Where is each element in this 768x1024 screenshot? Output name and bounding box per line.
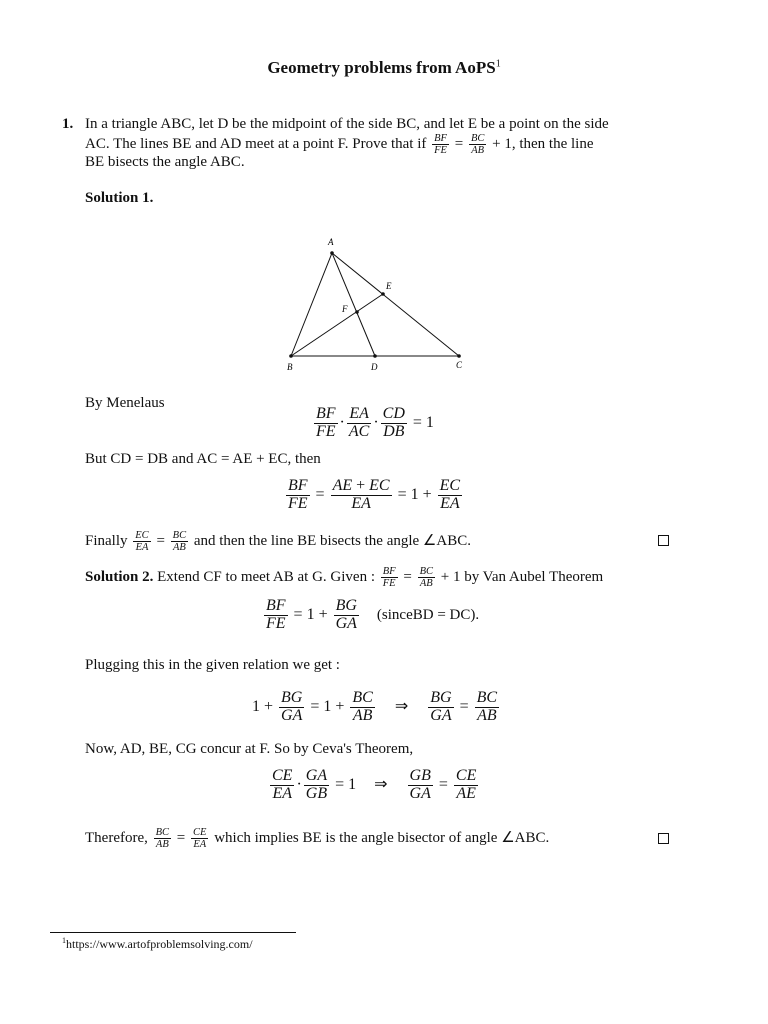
ceva-equation: $\frac{CE}{EA}$ · $\frac{GA}{GB}$ = 1 ⇒ $\frac{GB}{GA}$ = $\frac{CE}{AE}$ bbox=[272, 767, 477, 802]
segment-CA bbox=[332, 253, 459, 356]
point-D bbox=[373, 354, 377, 358]
segment-AB bbox=[291, 253, 332, 356]
solution-2-intro: Solution 2. Extend CF to meet AB at G. Given : $\frac{BF}{FE}$ = $\frac{BC}{AB}$ + 1 by Van Aubel Theorem bbox=[85, 566, 604, 590]
problem-line-3: BE bisects the angle ABC. bbox=[85, 154, 245, 170]
problem-number: 1. bbox=[62, 116, 74, 132]
plugging-text: Plugging this in the given relation we get : bbox=[85, 657, 340, 673]
point-label-A: A bbox=[328, 237, 334, 247]
plugged-equation: 1 + $\frac{BG}{GA}$ = 1 + $\frac{BC}{AB}$ ⇒ $\frac{BG}{GA}$ = $\frac{BC}{AB}$ bbox=[252, 689, 498, 724]
finally-text: Finally $\frac{EC}{EA}$ = $\frac{BC}{AB}$ and then the line BE bisects the angle ∠ABC. bbox=[85, 530, 471, 554]
point-label-B: B bbox=[287, 362, 293, 372]
point-label-C: C bbox=[456, 360, 463, 370]
menelaus-label: By Menelaus bbox=[85, 395, 165, 411]
point-label-F: F bbox=[342, 304, 348, 314]
since-note: (sinceBD = DC). bbox=[376, 606, 480, 623]
ratio-equation: $\frac{BF}{FE}$ = $\frac{AE + EC}{EA}$ = 1 + $\frac{EC}{EA}$ bbox=[288, 477, 461, 512]
footnote: $^1$https://www.artofproblemsolving.com/ bbox=[62, 936, 253, 951]
page-title: Geometry problems from AoPS$^1$ bbox=[267, 58, 501, 77]
point-label-E: E bbox=[386, 281, 392, 291]
segment-BE bbox=[291, 294, 383, 356]
solution-1-heading: Solution 1. bbox=[85, 190, 154, 206]
van-aubel-equation: $\frac{BF}{FE}$ = 1 + $\frac{BG}{GA}$ (sinceBD = DC). bbox=[266, 597, 480, 632]
menelaus-equation: $\frac{BF}{FE}$ · $\frac{EA}{AC}$ · $\frac{CD}{DB}$ = 1 bbox=[316, 405, 434, 440]
point-C bbox=[457, 354, 461, 358]
therefore-text: Therefore, $\frac{BC}{AB}$ = $\frac{CE}{EA}$ which implies BE is the angle bisector of angle ∠ABC. bbox=[85, 827, 550, 851]
problem-line-1: In a triangle ABC, let D be the midpoint of the side BC, and let E be a point on the side bbox=[85, 116, 609, 132]
but-text: But CD = DB and AC = AE + EC, then bbox=[85, 451, 321, 467]
point-F bbox=[355, 310, 359, 314]
point-E bbox=[381, 292, 385, 296]
ceva-text: Now, AD, BE, CG concur at F. So by Ceva's Theorem, bbox=[85, 741, 414, 757]
problem-line-2: AC. The lines BE and AD meet at a point F. Prove that if $\frac{BF}{FE}$ = $\frac{BC}{AB}$ + 1, then the line bbox=[85, 133, 594, 157]
point-label-D: D bbox=[371, 362, 378, 372]
footnote-mark: 1 bbox=[495, 58, 501, 70]
point-B bbox=[289, 354, 293, 358]
qed-box-2 bbox=[658, 833, 669, 844]
point-A bbox=[330, 251, 334, 255]
segment-AD bbox=[332, 253, 375, 356]
qed-box-1 bbox=[658, 535, 669, 546]
footnote-rule bbox=[50, 932, 296, 933]
